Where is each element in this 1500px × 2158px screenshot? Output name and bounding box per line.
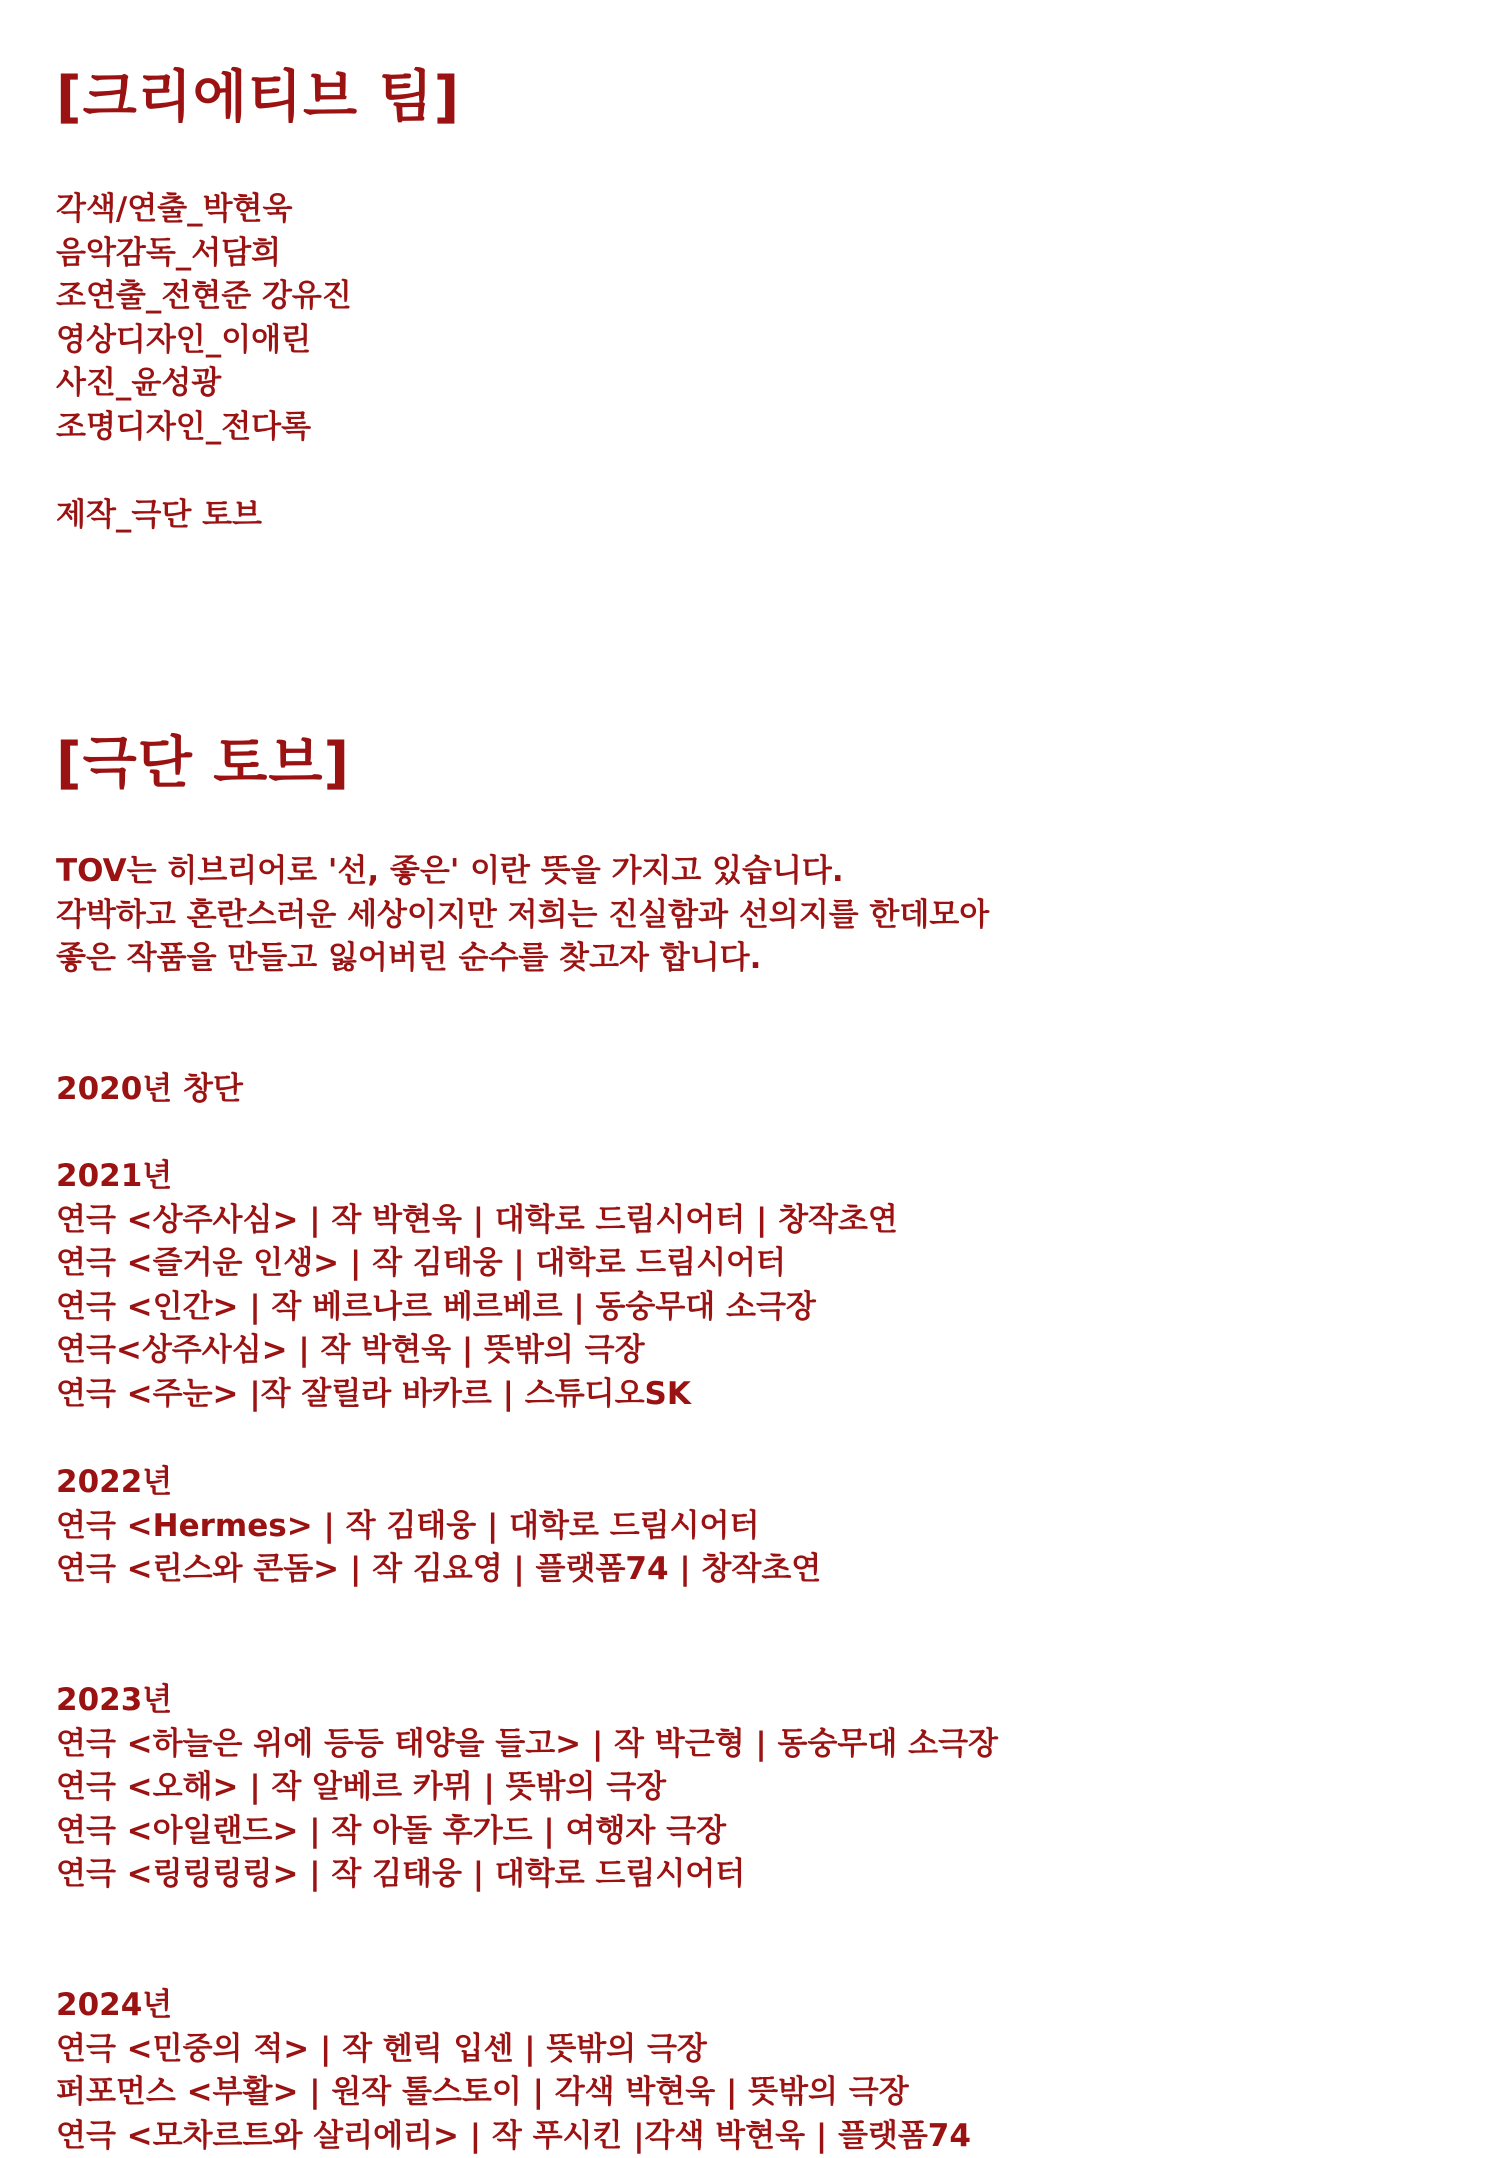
works-list <box>56 2028 971 2158</box>
creative-team-title: [크리에티브 팀] <box>56 70 460 126</box>
year-heading: 2022년 <box>56 1461 821 1505</box>
credit-line: 음악감독_서담희 <box>56 232 352 276</box>
intro-line: 각박하고 혼란스러운 세상이지만 저희는 진실함과 선의지를 한데모아 <box>56 894 989 938</box>
year-heading: 2021년 <box>56 1155 898 1199</box>
work-item: 연극 <하늘은 위에 등등 태양을 들고> | 작 박근형 | 동숭무대 소극장 <box>56 1723 998 1767</box>
credit-line: 각색/연출_박현욱 <box>56 188 352 232</box>
work-item: 연극 <민중의 적> | 작 헨릭 입센 | 뜻밖의 극장 <box>56 2028 971 2072</box>
troupe-title: [극단 토브] <box>56 736 350 792</box>
founded-text: 2020년 창단 <box>56 1068 243 1112</box>
year-block-2022 <box>56 1461 821 1592</box>
founded-line <box>56 1068 243 1112</box>
work-item: 연극 <주눈> |작 잘릴라 바카르 | 스튜디오SK <box>56 1373 898 1417</box>
credit-line: 조연출_전현준 강유진 <box>56 275 352 319</box>
intro-line: 좋은 작품을 만들고 잃어버린 순수를 찾고자 합니다. <box>56 937 989 981</box>
credit-line: 영상디자인_이애린 <box>56 319 352 363</box>
work-item: 연극 <인간> | 작 베르나르 베르베르 | 동숭무대 소극장 <box>56 1286 898 1330</box>
work-item: 연극 <링링링링> | 작 김태웅 | 대학로 드림시어터 <box>56 1853 998 1897</box>
year-heading: 2024년 <box>56 1984 971 2028</box>
year-block-2024 <box>56 1984 971 2158</box>
work-item: 연극 <상주사심> | 작 박현욱 | 대학로 드림시어터 | 창작초연 <box>56 1199 898 1243</box>
work-item: 연극 <즐거운 인생> | 작 김태웅 | 대학로 드림시어터 <box>56 1242 898 1286</box>
troupe-intro <box>56 850 989 981</box>
work-item: 연극 <아일랜드> | 작 아돌 후가드 | 여행자 극장 <box>56 1810 998 1854</box>
work-item: 연극 <모차르트와 살리에리> | 작 푸시킨 |각색 박현욱 | 플랫폼74 <box>56 2115 971 2158</box>
work-item: 연극 <Hermes> | 작 김태웅 | 대학로 드림시어터 <box>56 1505 821 1549</box>
work-item: 연극<상주사심> | 작 박현욱 | 뜻밖의 극장 <box>56 1329 898 1373</box>
year-heading: 2023년 <box>56 1679 998 1723</box>
credits-list <box>56 188 352 449</box>
works-list <box>56 1199 898 1417</box>
credit-line: 사진_윤성광 <box>56 362 352 406</box>
year-block-2021 <box>56 1155 898 1416</box>
works-list <box>56 1505 821 1592</box>
work-item: 연극 <오해> | 작 알베르 카뮈 | 뜻밖의 극장 <box>56 1766 998 1810</box>
work-item: 연극 <린스와 콘돔> | 작 김요영 | 플랫폼74 | 창작초연 <box>56 1548 821 1592</box>
production-credit <box>56 494 262 538</box>
production-line: 제작_극단 토브 <box>56 494 262 538</box>
works-list <box>56 1723 998 1897</box>
work-item: 퍼포먼스 <부활> | 원작 톨스토이 | 각색 박현욱 | 뜻밖의 극장 <box>56 2071 971 2115</box>
year-block-2023 <box>56 1679 998 1897</box>
credit-line: 조명디자인_전다록 <box>56 406 352 450</box>
intro-line: TOV는 히브리어로 '선, 좋은' 이란 뜻을 가지고 있습니다. <box>56 850 989 894</box>
